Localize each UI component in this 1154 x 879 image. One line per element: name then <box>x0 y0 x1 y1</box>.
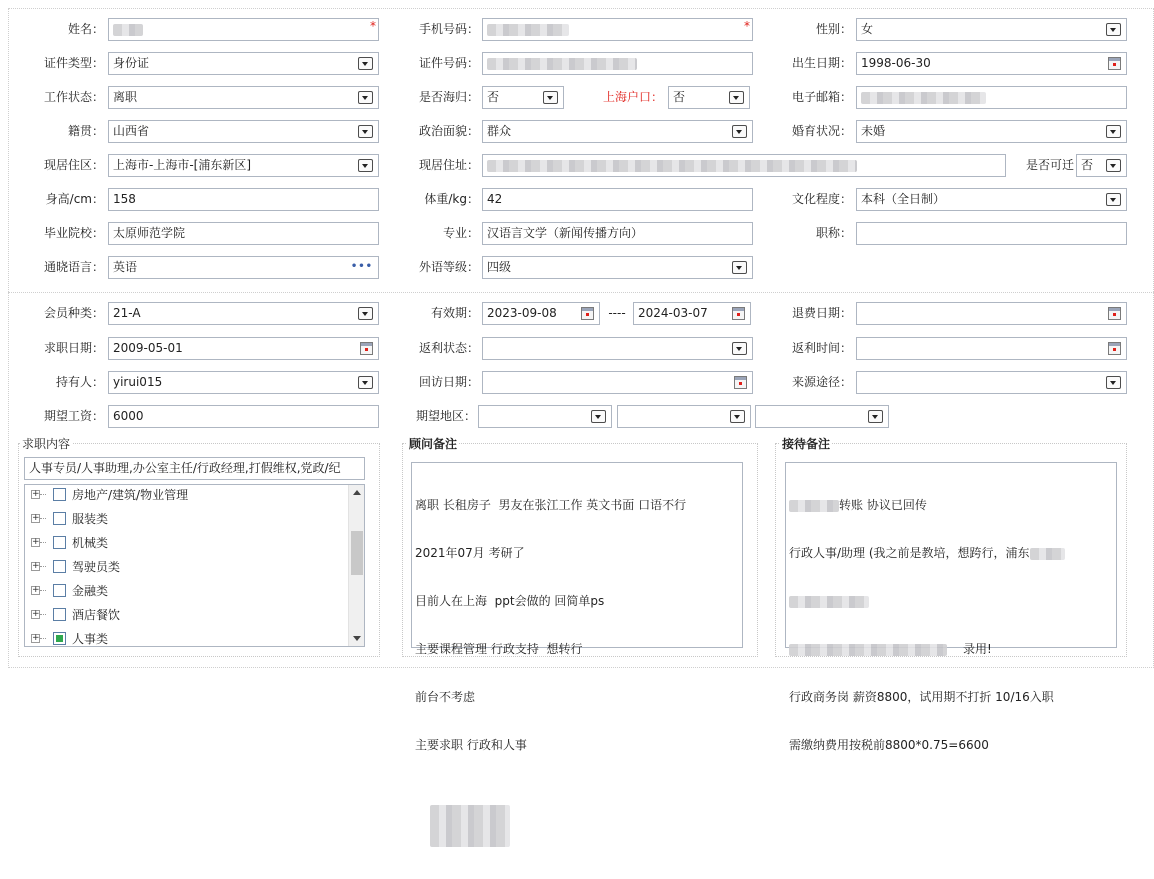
id-number-label: 证件号码： <box>418 56 479 70</box>
returnee-select[interactable] <box>482 86 564 109</box>
asterisk-icon: * <box>370 19 376 33</box>
phone-label: 手机号码： <box>418 22 479 36</box>
expected-salary-value: 6000 <box>113 409 144 423</box>
relocatable-select[interactable] <box>1076 154 1127 177</box>
tree-item-label: 酒店餐饮 <box>72 608 121 622</box>
languages-label: 通晓语言： <box>43 260 104 274</box>
reception-notes-textarea[interactable] <box>785 462 1117 752</box>
languages-value: 英语 <box>113 260 138 274</box>
note-line: 主要课程管理 行政支持 想转行 <box>415 642 583 656</box>
residence-area-label: 现居住区： <box>43 158 104 172</box>
checkbox[interactable] <box>53 536 66 549</box>
job-title-field[interactable] <box>856 222 1127 245</box>
tree-item-label: 金融类 <box>72 584 109 598</box>
refund-date-field[interactable] <box>856 302 1127 325</box>
chevron-down-icon[interactable] <box>543 91 558 104</box>
political-status-label: 政治面貌： <box>418 124 479 138</box>
rebate-time-label: 返利时间： <box>791 341 852 355</box>
chevron-down-icon[interactable] <box>732 261 747 274</box>
marital-status-value: 未婚 <box>861 124 886 138</box>
height-label: 身高/cm： <box>45 192 104 206</box>
marital-status-label: 婚育状况： <box>791 124 852 138</box>
holder-label: 持有人： <box>55 375 104 389</box>
note-line: 2021年07月 考研了 <box>415 546 525 560</box>
shanghai-hukou-select[interactable] <box>668 86 750 109</box>
name-field[interactable] <box>108 18 379 41</box>
redacted-note <box>430 805 510 847</box>
checkbox-checked[interactable] <box>53 632 66 645</box>
chevron-down-icon[interactable] <box>1106 376 1121 389</box>
address-field[interactable] <box>482 154 1006 177</box>
tree-item[interactable] <box>25 629 345 649</box>
relocatable-label: 是否可迁 <box>1025 158 1074 172</box>
plus-box-icon[interactable]: + <box>32 561 40 571</box>
scroll-up-icon[interactable] <box>353 490 361 495</box>
tree-item[interactable] <box>25 605 345 625</box>
political-status-select[interactable] <box>482 120 753 143</box>
checkbox[interactable] <box>53 608 66 621</box>
note-line: 目前人在上海 ppt会做的 回简单ps <box>415 594 605 608</box>
returnee-label: 是否海归： <box>418 90 479 104</box>
chevron-down-icon[interactable] <box>732 125 747 138</box>
member-type-value: 21-A <box>113 306 141 320</box>
weight-label: 体重/kg： <box>424 192 479 206</box>
chevron-down-icon[interactable] <box>358 91 373 104</box>
note-line <box>789 497 1113 513</box>
address-label: 现居住址： <box>418 158 479 172</box>
region-district-select[interactable] <box>755 405 889 428</box>
shanghai-hukou-value: 否 <box>673 90 686 104</box>
seek-date-label: 求职日期： <box>43 341 104 355</box>
job-content-summary[interactable] <box>24 457 365 480</box>
advisor-notes-title: 顾问备注 <box>409 437 458 451</box>
advisor-notes-textarea[interactable] <box>411 462 743 752</box>
gender-label: 性别： <box>815 22 852 36</box>
source-select[interactable] <box>856 371 1127 394</box>
school-value: 太原师范学院 <box>113 226 186 240</box>
refund-date-label: 退费日期： <box>791 306 852 320</box>
plus-box-icon[interactable]: + <box>32 585 40 595</box>
weight-value: 42 <box>487 192 503 206</box>
native-place-select[interactable] <box>108 120 379 143</box>
note-line <box>789 545 1113 561</box>
education-value: 本科（全日制） <box>861 192 946 206</box>
id-type-label: 证件类型： <box>43 56 104 70</box>
note-line: 主要求职 行政和人事 <box>415 738 527 752</box>
tree-item-label: 服装类 <box>72 512 109 526</box>
language-level-select[interactable] <box>482 256 753 279</box>
plus-box-icon[interactable]: + <box>32 633 40 643</box>
expected-salary-label: 期望工资： <box>43 409 104 423</box>
plus-box-icon[interactable]: + <box>32 609 40 619</box>
birth-date-field[interactable] <box>856 52 1127 75</box>
ellipsis-icon[interactable]: ••• <box>350 261 373 272</box>
chevron-down-icon[interactable] <box>591 410 606 423</box>
calendar-icon[interactable] <box>360 342 373 355</box>
chevron-down-icon[interactable] <box>358 307 373 320</box>
valid-from-value: 2023-09-08 <box>487 306 557 320</box>
major-value: 汉语言文学（新闻传播方向） <box>487 226 644 240</box>
chevron-down-icon[interactable] <box>1106 159 1121 172</box>
visit-date-field[interactable] <box>482 371 753 394</box>
language-level-value: 四级 <box>487 260 512 274</box>
redacted-text <box>789 596 869 608</box>
tree-scrollbar[interactable] <box>348 485 364 646</box>
tree-item-label: 驾驶员类 <box>72 560 121 574</box>
shanghai-hukou-label: 上海户口： <box>602 90 663 104</box>
phone-field[interactable] <box>482 18 753 41</box>
redacted-id-number <box>487 58 637 70</box>
rebate-time-field[interactable] <box>856 337 1127 360</box>
tree-item[interactable] <box>25 485 345 505</box>
redacted-text <box>789 500 839 512</box>
birth-date-label: 出生日期： <box>791 56 852 70</box>
chevron-down-icon[interactable] <box>358 125 373 138</box>
native-place-value: 山西省 <box>113 124 150 138</box>
calendar-icon[interactable] <box>1108 307 1121 320</box>
job-title-label: 职称： <box>815 226 852 240</box>
valid-to-value: 2024-03-07 <box>638 306 708 320</box>
scroll-down-icon[interactable] <box>353 636 361 641</box>
work-status-value: 离职 <box>113 90 138 104</box>
chevron-down-icon[interactable] <box>1106 23 1121 36</box>
calendar-icon[interactable] <box>1108 342 1121 355</box>
reception-notes-title: 接待备注 <box>782 437 831 451</box>
tree-item[interactable] <box>25 581 345 601</box>
checkbox[interactable] <box>53 584 66 597</box>
tree-item[interactable] <box>25 509 345 529</box>
asterisk-icon: * <box>744 19 750 33</box>
tree-item-label: 机械类 <box>72 536 109 550</box>
chevron-down-icon[interactable] <box>358 376 373 389</box>
holder-select[interactable] <box>108 371 379 394</box>
gender-value: 女 <box>861 22 874 36</box>
id-number-field[interactable] <box>482 52 753 75</box>
redacted-text <box>789 644 947 656</box>
note-line: 行政商务岗 薪资8800，试用期不打折 10/16入职 <box>789 690 1054 704</box>
rebate-status-label: 返利状态： <box>418 341 479 355</box>
chevron-down-icon[interactable] <box>732 342 747 355</box>
valid-to-field[interactable] <box>633 302 751 325</box>
major-label: 专业： <box>442 226 479 240</box>
political-status-value: 群众 <box>487 124 512 138</box>
chevron-down-icon[interactable] <box>729 91 744 104</box>
gender-select[interactable] <box>856 18 1127 41</box>
height-field[interactable] <box>108 188 379 211</box>
source-label: 来源途径： <box>791 375 852 389</box>
calendar-icon[interactable] <box>732 307 745 320</box>
note-text: 录用! <box>963 642 992 656</box>
seek-date-value: 2009-05-01 <box>113 341 183 355</box>
chevron-down-icon[interactable] <box>358 57 373 70</box>
redacted-email <box>861 92 986 104</box>
note-line: 离职 长租房子 男友在张江工作 英文书面 口语不行 <box>415 498 687 512</box>
note-text: 行政人事/助理 (我之前是教培，想跨行，浦东 <box>789 546 1030 560</box>
education-select[interactable] <box>856 188 1127 211</box>
redacted-address <box>487 160 857 172</box>
tree-item[interactable] <box>25 533 345 553</box>
checkbox[interactable] <box>53 560 66 573</box>
expected-salary-field[interactable] <box>108 405 379 428</box>
work-status-label: 工作状态： <box>43 90 104 104</box>
redacted-phone <box>487 24 569 36</box>
region-city-select[interactable] <box>617 405 751 428</box>
chevron-down-icon[interactable] <box>730 410 745 423</box>
languages-field[interactable] <box>108 256 379 279</box>
birth-date-value: 1998-06-30 <box>861 56 931 70</box>
residence-area-select[interactable] <box>108 154 379 177</box>
note-line <box>789 641 1113 657</box>
tree-item-label: 人事类 <box>72 632 109 646</box>
job-category-tree[interactable] <box>24 484 365 647</box>
checkbox[interactable] <box>53 512 66 525</box>
chevron-down-icon[interactable] <box>1106 125 1121 138</box>
residence-area-value: 上海市-上海市-[浦东新区] <box>113 158 252 172</box>
calendar-icon[interactable] <box>734 376 747 389</box>
plus-box-icon[interactable]: + <box>32 513 40 523</box>
valid-period-label: 有效期： <box>430 306 479 320</box>
visit-date-label: 回访日期： <box>418 375 479 389</box>
expected-region-label: 期望地区： <box>415 409 476 423</box>
major-field[interactable] <box>482 222 753 245</box>
chevron-down-icon[interactable] <box>868 410 883 423</box>
chevron-down-icon[interactable] <box>1106 193 1121 206</box>
name-label: 姓名： <box>67 22 104 36</box>
scroll-thumb[interactable] <box>351 531 363 575</box>
note-line: 需缴纳费用按税前8800*0.75=6600 <box>789 738 989 752</box>
note-line <box>789 593 1113 609</box>
redacted-text <box>1030 548 1065 560</box>
chevron-down-icon[interactable] <box>358 159 373 172</box>
valid-from-field[interactable] <box>482 302 600 325</box>
id-type-value: 身份证 <box>113 56 150 70</box>
tree-item-label: 房地产/建筑/物业管理 <box>72 488 189 502</box>
marital-status-select[interactable] <box>856 120 1127 143</box>
height-value: 158 <box>113 192 136 206</box>
valid-separator: ---- <box>608 306 626 320</box>
member-type-select[interactable] <box>108 302 379 325</box>
region-province-select[interactable] <box>478 405 612 428</box>
plus-box-icon[interactable]: + <box>32 537 40 547</box>
school-field[interactable] <box>108 222 379 245</box>
redacted-note-block <box>415 789 739 863</box>
native-place-label: 籍贯： <box>67 124 104 138</box>
holder-value: yirui015 <box>113 375 163 389</box>
tree-item[interactable] <box>25 557 345 577</box>
job-content-summary-value: 人事专员/人事助理,办公室主任/行政经理,打假维权,党政/纪 <box>29 461 341 475</box>
rebate-status-select[interactable] <box>482 337 753 360</box>
job-content-title: 求职内容 <box>22 437 71 451</box>
member-type-label: 会员种类： <box>43 306 104 320</box>
id-type-select[interactable] <box>108 52 379 75</box>
note-line: 前台不考虑 <box>415 690 476 704</box>
note-text: 转账 协议已回传 <box>839 498 927 512</box>
redacted-name <box>113 24 143 36</box>
relocatable-value: 否 <box>1081 158 1094 172</box>
plus-box-icon[interactable]: + <box>32 489 40 499</box>
calendar-icon[interactable] <box>581 307 594 320</box>
weight-field[interactable] <box>482 188 753 211</box>
seek-date-field[interactable] <box>108 337 379 360</box>
calendar-icon[interactable] <box>1108 57 1121 70</box>
education-label: 文化程度： <box>791 192 852 206</box>
email-label: 电子邮箱： <box>791 90 852 104</box>
checkbox[interactable] <box>53 488 66 501</box>
email-field[interactable] <box>856 86 1127 109</box>
school-label: 毕业院校： <box>43 226 104 240</box>
work-status-select[interactable] <box>108 86 379 109</box>
language-level-label: 外语等级： <box>418 260 479 274</box>
returnee-value: 否 <box>487 90 500 104</box>
section-divider <box>8 292 1154 293</box>
